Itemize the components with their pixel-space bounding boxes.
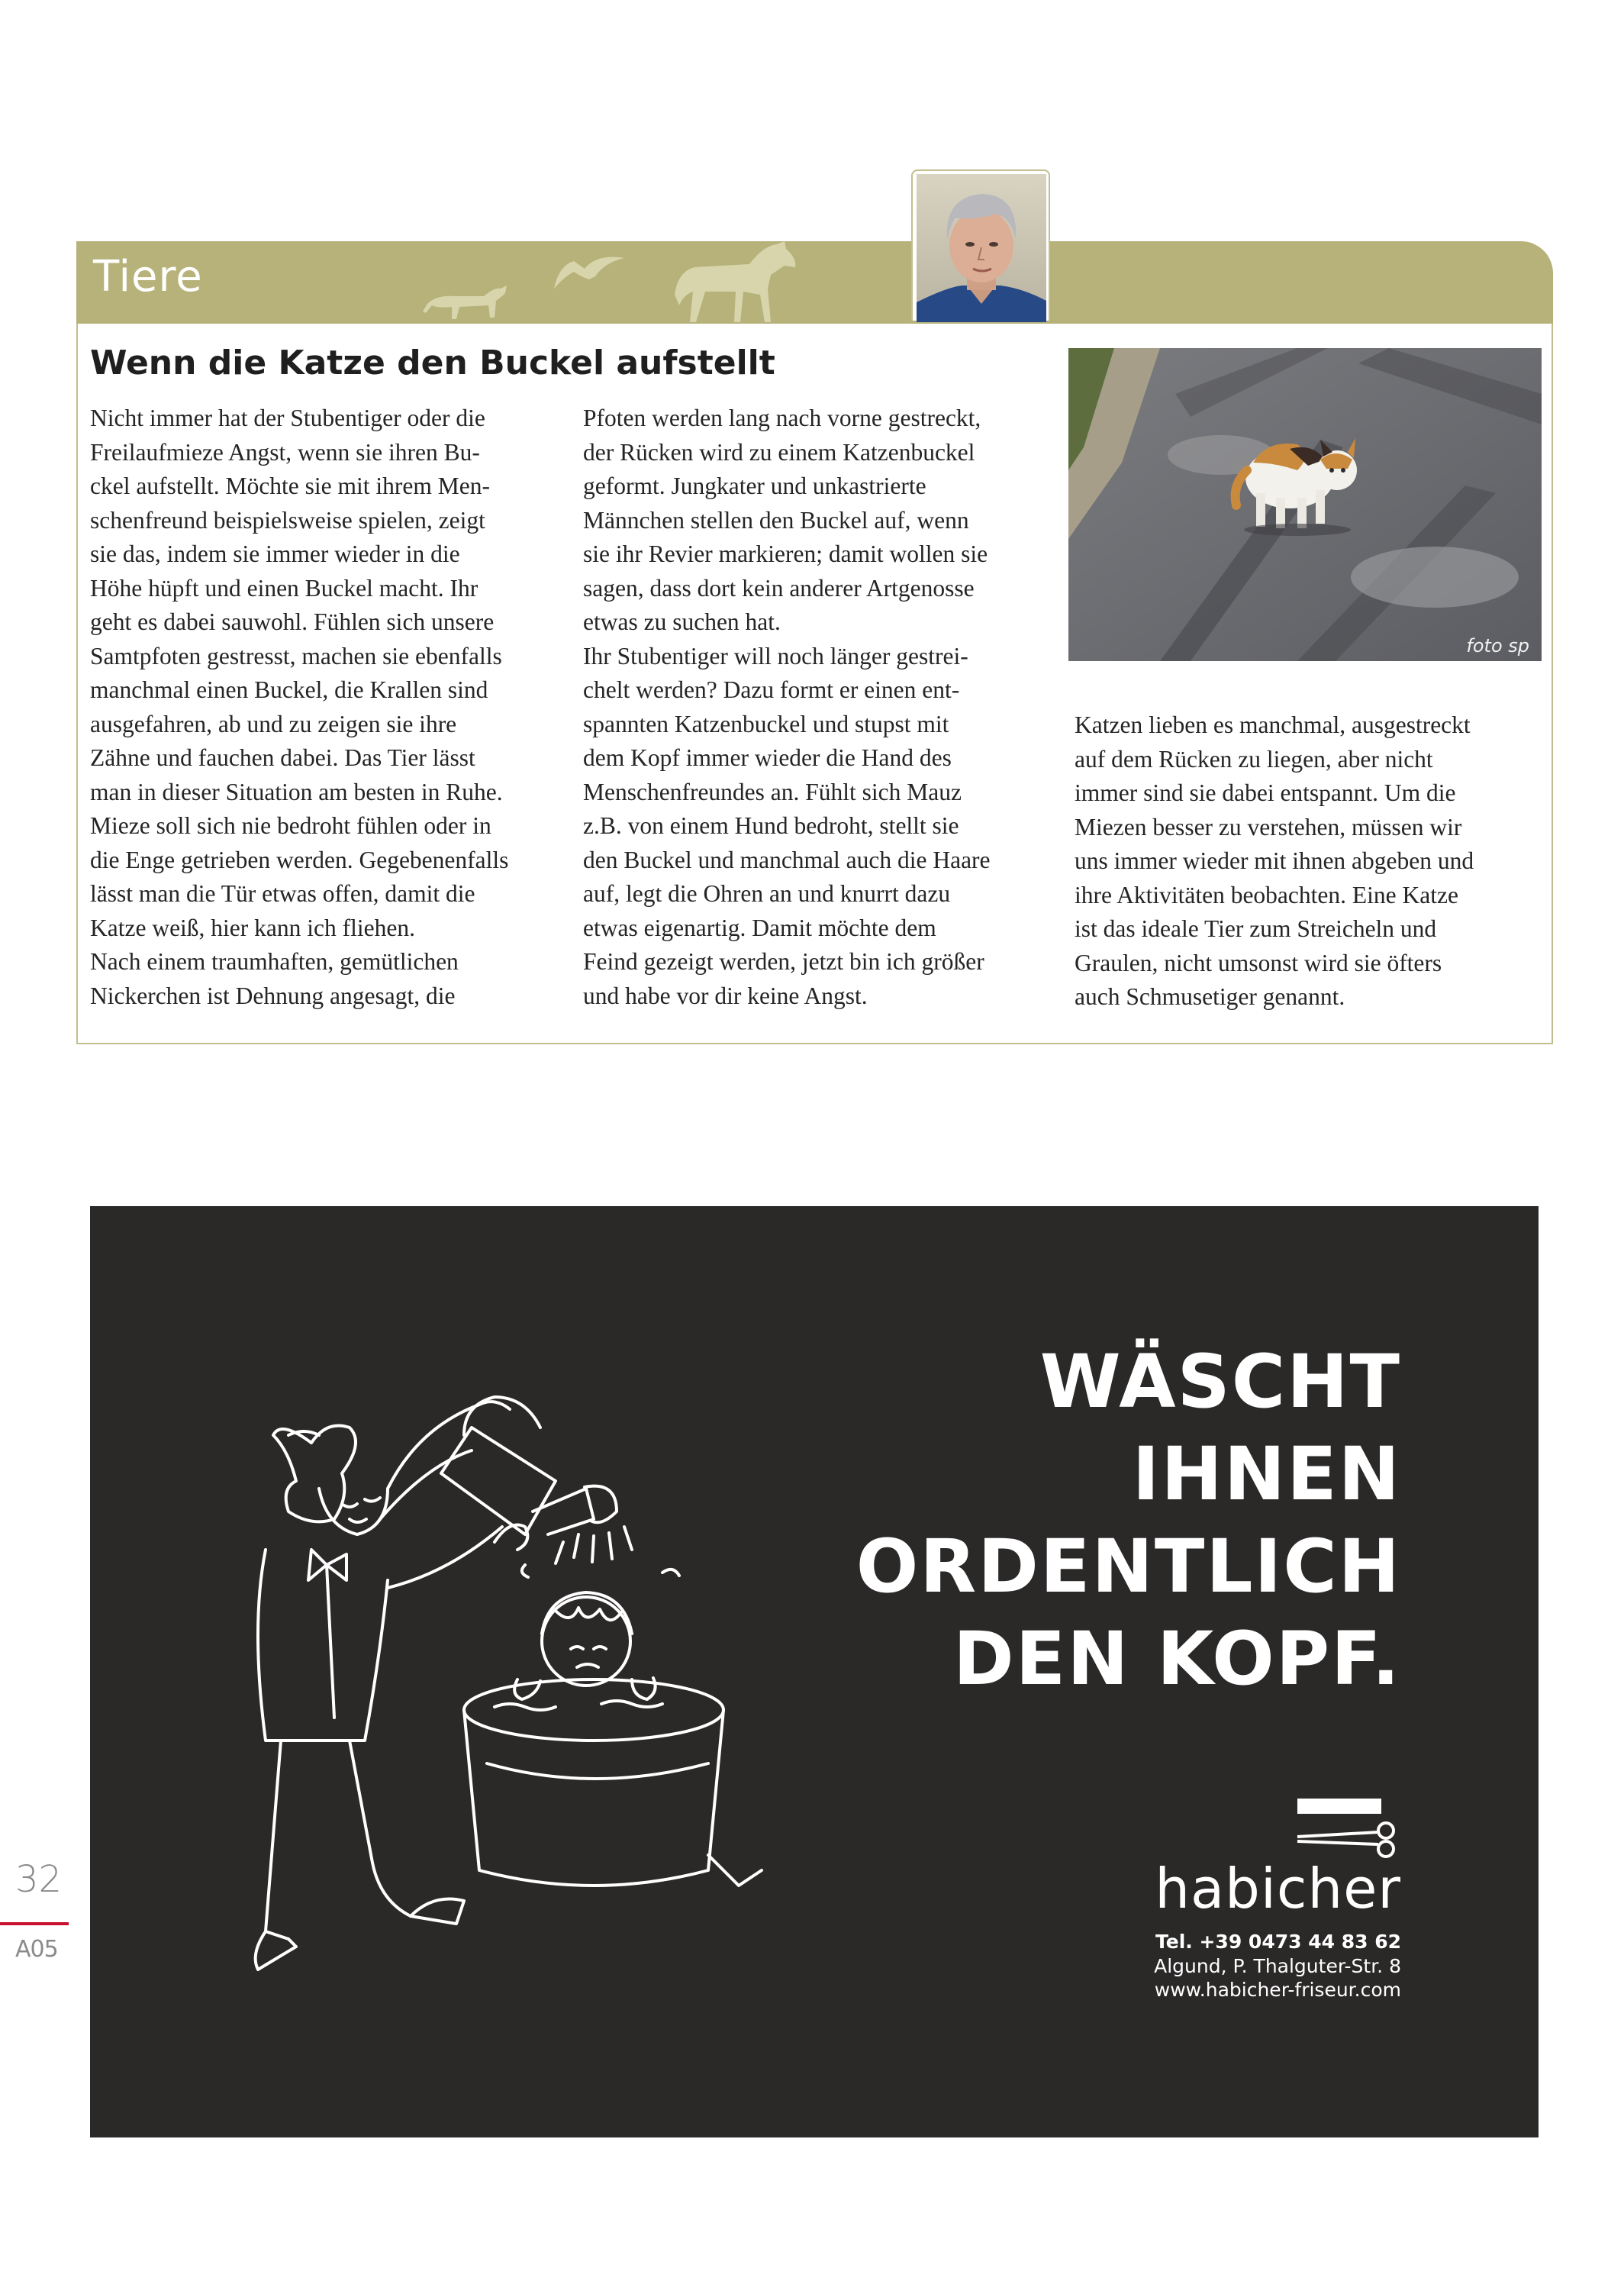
dog-silhouette-icon xyxy=(421,273,513,322)
horse-silhouette-icon xyxy=(670,241,800,324)
cat-photo-image xyxy=(1068,348,1542,661)
article-column-2: Pfoten werden lang nach vorne gestreckt, der Rücken wird zu einem Katzenbuckel geformt. Jungkater und unkastrierte Männchen stellen den Buckel auf, wenn sie ihr Revier markieren; damit wollen sie sagen, dass dort kein anderer Artgenosse etwas zu suchen hat. Ihr Stubentiger will noch länger gestrei- chelt werden? Dazu formt er einen ent- spannten Katzenbuckel und stupst mit dem Kopf immer wieder die Hand des Menschenfreundes an. Fühlt sich Mauz z.B. von einem Hund bedroht, stellt sie den Buckel und manchmal auch die Haare auf, legt die Ohren an und knurrt dazu etwas eigenartig. Damit möchte dem Feind gezeigt werden, jetzt bin ich größer und habe vor dir keine Angst. xyxy=(583,405,991,1009)
ad-address: Algund, P. Thalguter-Str. 8 xyxy=(1154,1955,1401,1977)
article-column-1: Nicht immer hat der Stubentiger oder die Freilaufmieze Angst, wenn sie ihren Bu- ckel aufstellt. Möchte sie mit ihrem Men- schenfreund beispielsweise spielen, zeigt sie das, indem sie immer wieder in die Höhe hüpft und einen Buckel macht. Ihr geht es dabei sauwohl. Fühlen sich unsere Samtpfoten gestresst, machen sie ebenfalls manchmal einen Buckel, die Krallen sind ausgefahren, ab und zu zeigen sie ihre Zähne und fauchen dabei. Das Tier lässt man in dieser Situation am besten in Ruhe. Mieze soll sich nie bedroht fühlen oder in die Enge getrieben werden. Gegebenenfalls lässt man die Tür etwas offen, damit die Katze weiß, hier kann ich fliehen. Nach einem traumhaften, gemütlichen Nickerchen ist Dehnung angesagt, die xyxy=(90,405,509,1009)
article-column-3: Katzen lieben es manchmal, ausgestreckt auf dem Rücken zu liegen, aber nicht immer sind sie dabei entspannt. Um die Miezen besser zu verstehen, müssen wir uns immer wieder mit ihnen abgeben und ihre Aktivitäten beobachten. Eine Katze ist das ideale Tier zum Streicheln und Graulen, nicht umsonst wird sie öfters auch Schmusetiger genannt. xyxy=(1075,711,1474,1010)
article-headline: Wenn die Katze den Buckel aufstellt xyxy=(90,344,775,382)
ad-contact xyxy=(1154,1930,1401,2002)
author-portrait-image xyxy=(917,174,1046,322)
page-number-rule xyxy=(0,1922,69,1925)
bird-silhouette-icon xyxy=(551,246,627,295)
ad-phone: Tel. +39 0473 44 83 62 xyxy=(1155,1931,1401,1953)
page-number: 32 xyxy=(15,1858,63,1901)
brand-name: habicher xyxy=(1155,1857,1401,1921)
section-header-bar xyxy=(76,241,1553,324)
ad-slogan xyxy=(856,1336,1401,1705)
habicher-logo xyxy=(1155,1794,1401,1921)
slogan-line-2: IHNEN xyxy=(1132,1431,1401,1517)
section-title: Tiere xyxy=(93,252,203,302)
slogan-line-4: DEN KOPF. xyxy=(952,1616,1401,1702)
author-photo xyxy=(911,169,1050,321)
habicher-advertisement xyxy=(90,1206,1539,2137)
hairdresser-illustration xyxy=(235,1336,830,2046)
page-code: A05 xyxy=(15,1936,58,1963)
ad-website: www.habicher-friseur.com xyxy=(1154,1979,1401,2001)
slogan-line-1: WÄSCHT xyxy=(1039,1339,1401,1424)
slogan-line-3: ORDENTLICH xyxy=(856,1524,1401,1609)
comb-scissors-icon xyxy=(1294,1794,1401,1858)
photo-credit: foto sp xyxy=(1466,635,1529,657)
cat-photo xyxy=(1068,348,1542,661)
